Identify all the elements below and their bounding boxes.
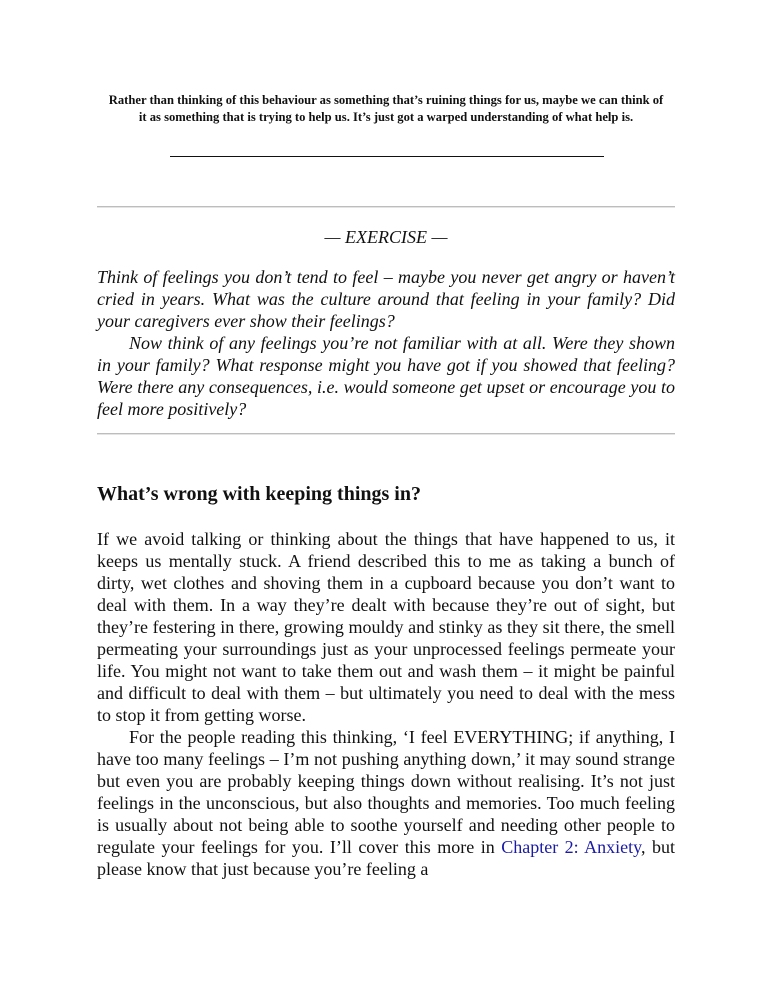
exercise-body — [97, 266, 675, 420]
body-paragraph-1: If we avoid talking or thinking about the things that have happened to us, it keeps us mentally stuck. A friend described this to me as taking a bunch of dirty, wet clothes and shoving them in a cupboard because you don’t want to deal with them. In a way they’re dealt with because they’re out of sight, but they’re festering in there, growing mouldy and stinky as they sit there, the smell permeating your surroundings just as your unprocessed feelings permeate your life. You might not want to take them out and wash them – it might be painful and difficult to deal with them – but ultimately you need to deal with the mess to stop it from getting worse. — [97, 529, 675, 725]
pull-quote-underline — [170, 156, 604, 157]
exercise-paragraph-2: Now think of any feelings you’re not familiar with at all. Were they shown in your family? What response might you have got if you showed that feeling? Were there any consequences, i.e. would someone get upset or encourage you to feel more positively? — [97, 333, 675, 419]
exercise-title: — EXERCISE — — [324, 227, 448, 247]
exercise-top-divider — [97, 206, 675, 208]
body-paragraph-2 — [97, 726, 675, 880]
pull-quote: Rather than thinking of this behaviour as something that’s ruining things for us, maybe we can think of it as something that is trying to help us. It’s just got a warped understanding of what help is. — [108, 93, 664, 124]
body-paragraph-2-text: For the people reading this thinking, ‘I feel EVERYTHING; if anything, I have too many feelings – I’m not pushing anything down,’ it may sound strange but even you are probably keeping things down without realising. It’s not just feelings in the unconscious, but also thoughts and memories. Too much feeling is usually about not being able to soothe yourself and needing other people to regulate your feelings for you. I’ll cover this more in — [97, 727, 675, 857]
section-body — [97, 528, 675, 880]
chapter-2-anxiety-link[interactable]: Chapter 2: Anxiety — [501, 837, 641, 857]
exercise-bottom-divider — [97, 433, 675, 435]
body-paragraph-2-continuation: , but please know that just because you’re feeling a — [97, 837, 675, 879]
exercise-paragraph-1: Think of feelings you don’t tend to feel – maybe you never get angry or haven’t cried in years. What was the culture around that feeling in your family? Did your caregivers ever show their feelings? — [97, 267, 675, 331]
section-heading: What’s wrong with keeping things in? — [97, 483, 421, 505]
